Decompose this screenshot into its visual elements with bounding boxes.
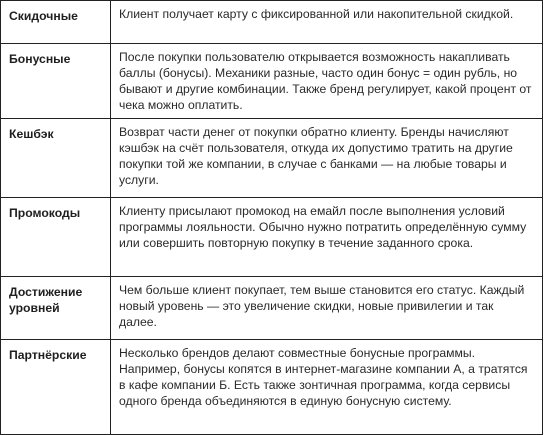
- program-description-cell: Клиент получает карту с фиксированной или накопительной скидкой.: [111, 1, 543, 44]
- table-row: [1, 1, 543, 44]
- program-type-cell: Скидочные: [1, 1, 111, 44]
- program-type-cell: Партнёрские: [1, 340, 111, 435]
- program-type-cell: Бонусные: [1, 44, 111, 119]
- program-description-cell: Несколько брендов делают совместные бонусные программы. Например, бонусы копятся в интернет-магазине компании А, а тратятся в кафе компании Б. Есть также зонтичная программа, когда сервисы одного бренда объединяются в единую бонусную систему.: [111, 340, 543, 435]
- program-description-cell: После покупки пользователю открывается возможность накапливать баллы (бонусы). Механики разные, часто один бонус = один рубль, но бывают и другие комбинации. Также бренд регулирует, какой процент от чека можно оплатить.: [111, 44, 543, 119]
- table-row: [1, 119, 543, 198]
- program-description-cell: Клиенту присылают промокод на емайл после выполнения условий программы лояльности. Обычно нужно потратить определённую сумму или совершить повторную покупку в течение заданного срока.: [111, 198, 543, 277]
- table-row: [1, 340, 543, 435]
- program-description-cell: Чем больше клиент покупает, тем выше становится его статус. Каждый новый уровень — это увеличение скидки, новые привилегии и так далее.: [111, 277, 543, 340]
- table-row: [1, 198, 543, 277]
- table-row: [1, 277, 543, 340]
- program-type-cell: Кешбэк: [1, 119, 111, 198]
- program-description-cell: Возврат части денег от покупки обратно клиенту. Бренды начисляют кэшбэк на счёт пользователя, откуда их допустимо тратить на другие покупки той же компании, в случае с банками — на любые товары и услуги.: [111, 119, 543, 198]
- program-type-cell: Промокоды: [1, 198, 111, 277]
- table-row: [1, 44, 543, 119]
- program-type-cell: Достижение уровней: [1, 277, 111, 340]
